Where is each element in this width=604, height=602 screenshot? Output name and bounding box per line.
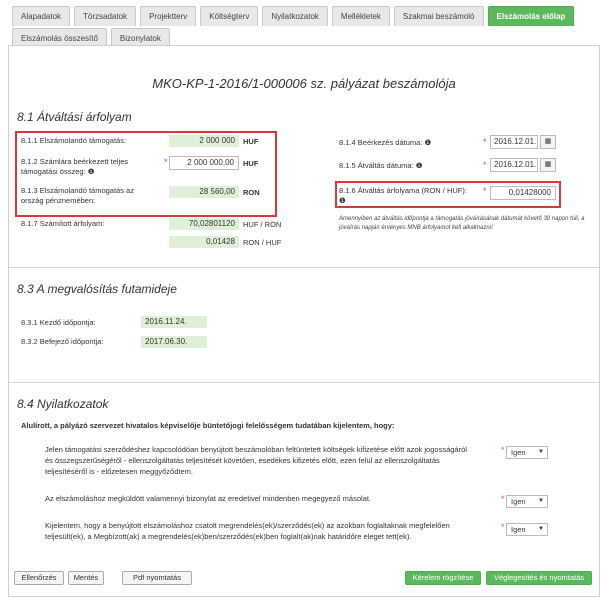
tab-elszamolas-elolap[interactable]: Elszámolás előlap: [488, 6, 575, 26]
date-input-8-1-4[interactable]: 2016.12.01.: [490, 135, 538, 149]
tab-mellekletek[interactable]: Mellékletek: [332, 6, 390, 26]
required-mark: *: [501, 445, 505, 455]
label-8-1-1: 8.1.1 Elszámolandó támogatás:: [21, 136, 127, 145]
select-declaration-3[interactable]: Igen ▼: [506, 523, 548, 536]
label-8-1-6: 8.1.6 Átváltás árfolyama (RON / HUF):: [339, 186, 467, 195]
value-8-3-1: 2016.11.24.: [141, 316, 207, 328]
calendar-icon[interactable]: ▦: [540, 135, 556, 149]
unit-8-1-2: HUF: [243, 159, 259, 168]
check-button[interactable]: Ellenőrzés: [14, 571, 64, 585]
label-8-1-4: 8.1.4 Beérkezés dátuma: ❶: [339, 138, 432, 147]
exchange-rate-note: Amennyiben az átváltás időpontja a támogatás jóváírásának dátumát követő 30 napon túli, a jóváírás napján érvényes MNB árfolyamot kell alkalmazni!: [339, 216, 585, 231]
section-title-8-4: 8.4 Nyilatkozatok: [17, 397, 109, 411]
required-mark: *: [483, 186, 487, 196]
tab-projektterv[interactable]: Projektterv: [140, 6, 196, 26]
unit-8-1-7a: HUF / RON: [243, 220, 282, 229]
value-8-1-3: 28 560,00: [169, 186, 239, 198]
calendar-icon[interactable]: ▦: [540, 158, 556, 172]
label-8-3-2: 8.3.2 Befejező időpontja:: [21, 337, 104, 346]
chevron-down-icon: ▼: [538, 449, 544, 455]
declaration-3: Kijelentem, hogy a benyújtott elszámoláshoz csatolt megrendelés(ek)/szerződés(ek) az azokban foglaltaknak megfelelően teljesült(ek), a Megbízott(ak) a megrendelés(ek)ben/szerződés(ek)ben foglalt(ak)nak határidőre eleget tett(ek).: [45, 521, 450, 541]
value-8-3-2: 2017.06.30.: [141, 336, 207, 348]
register-request-button[interactable]: Kérelem rögzítése: [405, 571, 481, 585]
input-8-1-2[interactable]: 2 000 000,00: [169, 156, 239, 170]
form-panel: [8, 45, 600, 597]
declaration-2: Az elszámoláshoz megküldött valamennyi bizonylat az eredetivel mindenben megegyező másolat.: [45, 494, 372, 503]
tab-bizonylatok[interactable]: Bizonylatok: [111, 28, 170, 48]
required-mark: *: [483, 137, 487, 147]
finalize-print-button[interactable]: Véglegesítés és nyomtatás: [486, 571, 592, 585]
label-8-3-1: 8.3.1 Kezdő időpontja:: [21, 318, 96, 327]
label-8-1-5: 8.1.5 Átváltás dátuma: ❶: [339, 161, 423, 170]
unit-8-1-3: RON: [243, 188, 260, 197]
unit-8-1-1: HUF: [243, 137, 259, 146]
value-8-1-7a: 70,02801120: [169, 218, 239, 230]
select-declaration-2[interactable]: Igen ▼: [506, 495, 548, 508]
unit-8-1-7b: RON / HUF: [243, 238, 282, 247]
date-input-8-1-5[interactable]: 2016.12.01.: [490, 158, 538, 172]
label-8-1-2: 8.1.2 Számlára beérkezett teljes támogatási összeg: ❶: [21, 157, 129, 176]
main-tabs: [12, 6, 574, 27]
pdf-print-button[interactable]: Pdf nyomtatás: [122, 571, 192, 585]
value-8-1-7b: 0,01428: [169, 236, 239, 248]
divider: [9, 267, 599, 268]
required-mark: *: [501, 494, 505, 504]
select-declaration-1[interactable]: Igen ▼: [506, 446, 548, 459]
tab-nyilatkozatok[interactable]: Nyilatkozatok: [262, 6, 328, 26]
required-mark: *: [483, 160, 487, 170]
required-mark: *: [501, 522, 505, 532]
value-8-1-1: 2 000 000: [169, 135, 239, 147]
declaration-1: Jelen támogatási szerződéshez kapcsolódóan benyújtott beszámolóban feltüntetett költségek kifizetése előtt azok jogosságáról és összegszerűségéről - ellenszolgáltatás teljesítését követően, esedékes kifizetés előtt, ezen felül az ellenszolgáltatás teljesítéséről is - előzetesen meggyőződtem.: [45, 445, 467, 476]
label-8-1-3: 8.1.3 Elszámolandó támogatás az ország pénznemében:: [21, 186, 134, 205]
tab-szakmai-beszamolo[interactable]: Szakmai beszámoló: [394, 6, 484, 26]
declaration-intro: Alulírott, a pályázó szervezet hivatalos képviselője büntetőjogi felelősségem tudatában kijelentem, hogy:: [21, 421, 395, 430]
tab-torzsadatok[interactable]: Törzsadatok: [74, 6, 136, 26]
chevron-down-icon: ▼: [538, 498, 544, 504]
info-icon[interactable]: ❶: [339, 196, 346, 205]
divider: [9, 382, 599, 383]
input-8-1-6[interactable]: 0,01428000: [490, 186, 556, 200]
section-title-8-1: 8.1 Átváltási árfolyam: [17, 110, 132, 124]
page-title: MKO-KP-1-2016/1-000006 sz. pályázat beszámolója: [152, 76, 456, 91]
chevron-down-icon: ▼: [538, 526, 544, 532]
tab-elszamolas-osszesito[interactable]: Elszámolás összesítő: [12, 28, 107, 48]
tab-koltsegterv[interactable]: Költségterv: [200, 6, 258, 26]
label-8-1-7: 8.1.7 Számított árfolyam:: [21, 219, 105, 228]
tab-alapadatok[interactable]: Alapadatok: [12, 6, 70, 26]
save-button[interactable]: Mentés: [68, 571, 104, 585]
section-title-8-3: 8.3 A megvalósítás futamideje: [17, 282, 177, 296]
required-mark: *: [164, 157, 168, 167]
